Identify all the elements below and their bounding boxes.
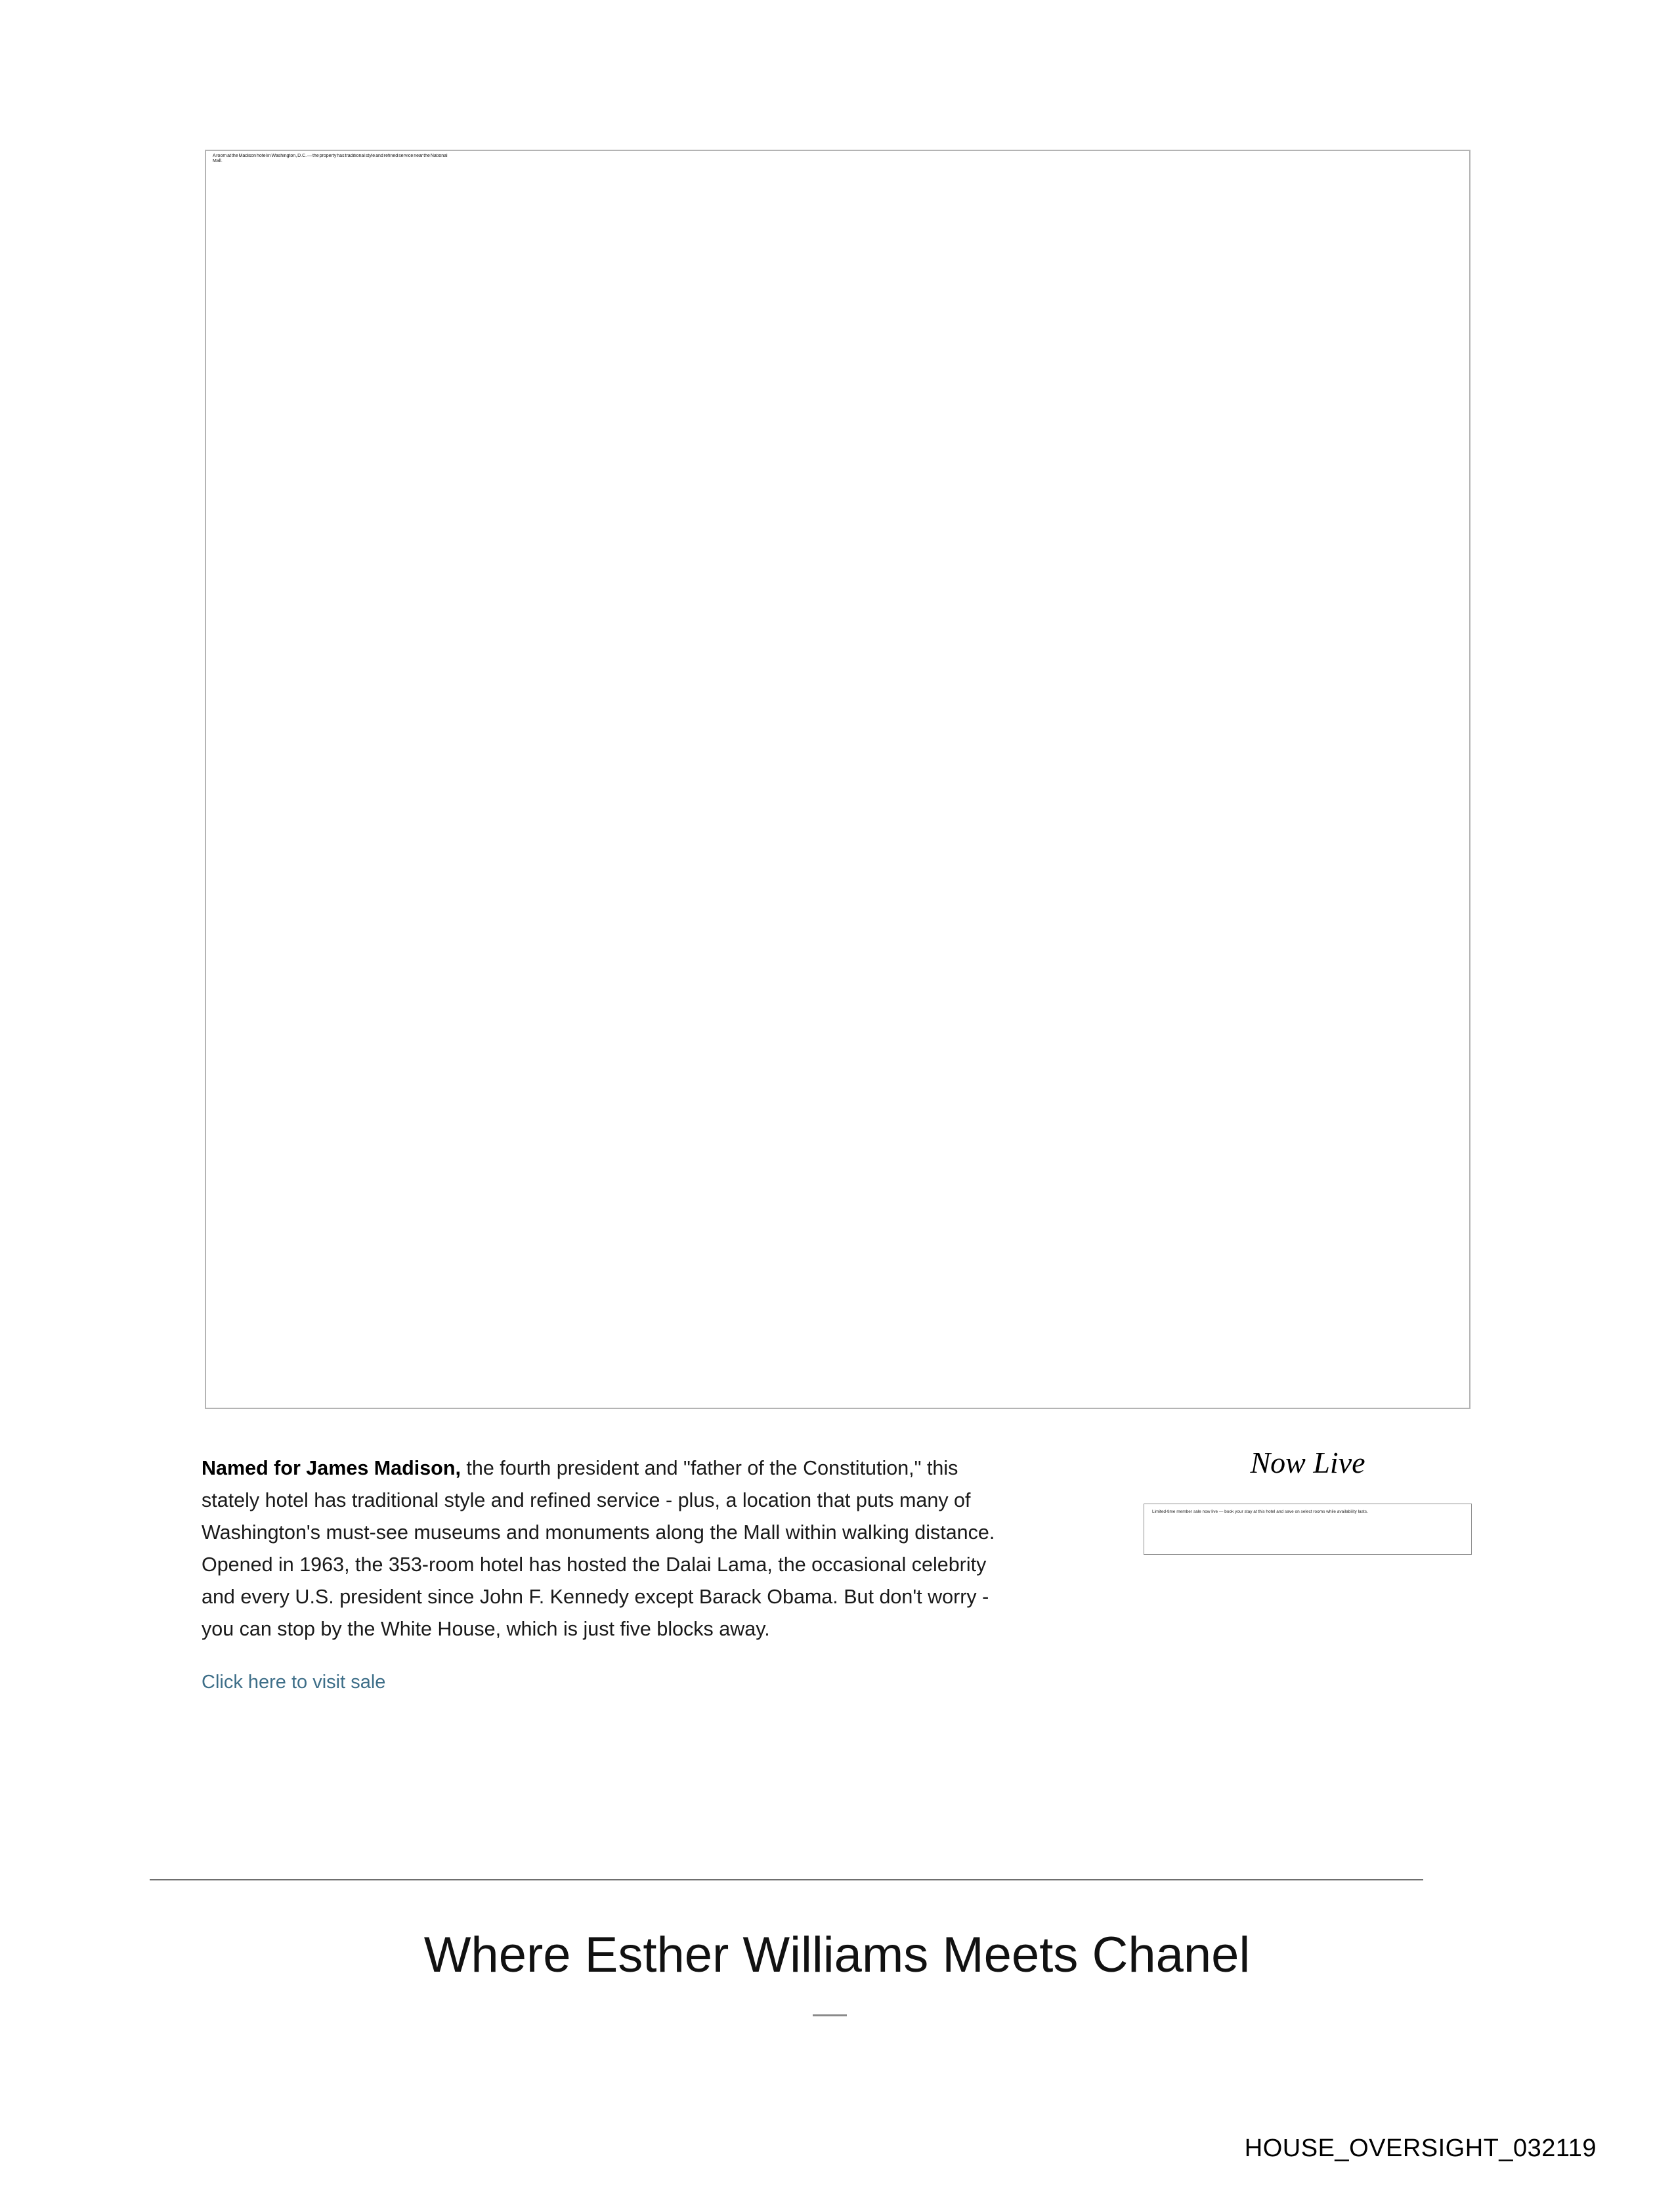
bates-number-stamp: HOUSE_OVERSIGHT_032119 bbox=[1244, 2135, 1597, 2162]
sidebar-title: Now Live bbox=[1250, 1446, 1365, 1479]
sidebar-card-fine-print: Limited-time member sale now live — book your stay at this hotel and save on select rooms while availability lasts. bbox=[1152, 1509, 1368, 1514]
sidebar-promo-card[interactable] bbox=[1144, 1504, 1472, 1555]
article-column bbox=[202, 1452, 999, 1695]
article-lead-bold: Named for James Madison, bbox=[202, 1457, 461, 1479]
headline-underline-rule bbox=[813, 2014, 847, 2016]
article-image-placeholder bbox=[205, 150, 1470, 1409]
page-headline: Where Esther Williams Meets Chanel bbox=[423, 1927, 1251, 1983]
image-fine-print-caption: A room at the Madison hotel in Washington, D.C. — the property has traditional style and refined service near the National Mall. bbox=[213, 154, 448, 163]
article-body-text: the fourth president and "father of the Constitution," this stately hotel has traditional style and refined service - plus, a location that puts many of Washington's must-see museums and monuments along the Mall within walking distance. Opened in 1963, the 353-room hotel has hosted the Dalai Lama, the occasional celebrity and every U.S. president since John F. Kennedy except Barack Obama. But don't worry - you can stop by the White House, which is just five blocks away. bbox=[202, 1457, 995, 1640]
visit-sale-link[interactable]: Click here to visit sale bbox=[202, 1672, 386, 1693]
section-divider bbox=[150, 1879, 1423, 1880]
article-paragraph bbox=[202, 1452, 999, 1645]
sidebar-now-live bbox=[1144, 1444, 1472, 1555]
